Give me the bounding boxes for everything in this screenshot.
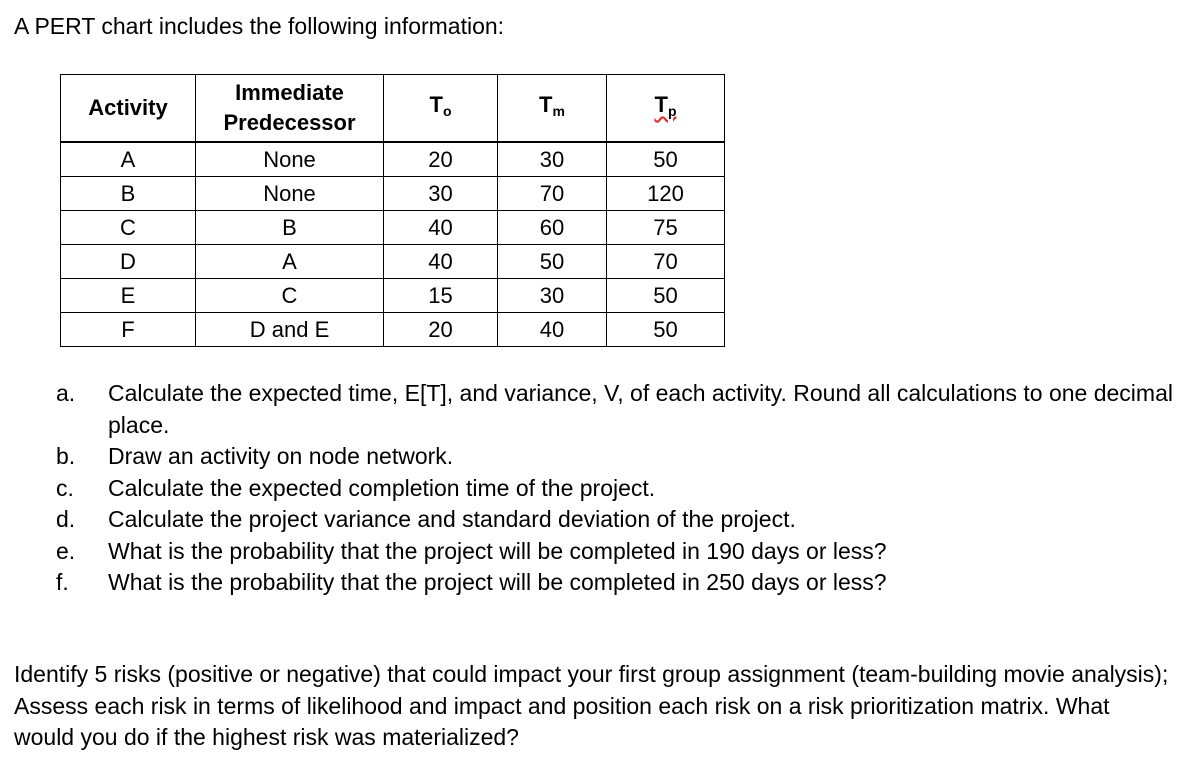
question-item [54,378,1184,441]
header-tm-sub: m [552,103,565,119]
cell-tm: 60 [498,211,607,245]
header-predecessor-line2: Predecessor [223,110,356,135]
table-row [61,245,725,279]
header-tp [607,75,725,143]
table-header-row [61,75,725,143]
question-marker: a. [56,380,76,406]
table-row [61,142,725,177]
table-row [61,177,725,211]
question-marker: b. [56,443,76,469]
cell-to: 30 [384,177,498,211]
header-to-main: T [429,92,443,117]
header-tp-main: T [654,92,668,117]
cell-tm: 70 [498,177,607,211]
table-row [61,313,725,347]
header-tp-symbol [654,90,676,126]
cell-to: 20 [384,142,498,177]
header-activity: Activity [61,75,196,143]
question-marker: d. [56,506,76,532]
header-tm-main: T [539,92,553,117]
cell-activity: B [61,177,196,211]
cell-to: 40 [384,211,498,245]
cell-tm: 40 [498,313,607,347]
cell-activity: D [61,245,196,279]
question-marker: c. [56,474,74,501]
cell-tp: 70 [607,245,725,279]
header-to [384,75,498,143]
cell-tm: 50 [498,245,607,279]
cell-tp: 50 [607,142,725,177]
table-row [61,279,725,313]
cell-predecessor: D and E [196,313,384,347]
question-text: Calculate the expected completion time of the project. [108,474,656,501]
cell-tm: 30 [498,279,607,313]
question-text: What is the probability that the project will be completed in 190 days or less? [108,537,887,564]
cell-predecessor: A [196,245,384,279]
cell-tp: 50 [607,313,725,347]
question-item [54,504,1184,536]
question-text: Calculate the expected time, E[T], and variance, V, of each activity. Round all calculations to one decimal place. [108,380,1173,438]
header-tm [498,75,607,143]
question-marker: f. [56,569,69,595]
cell-predecessor: None [196,142,384,177]
question-marker: e. [56,537,76,564]
question-item [54,473,1184,505]
question-list [54,378,1184,599]
cell-predecessor: C [196,279,384,313]
table-row [61,211,725,245]
intro-heading: A PERT chart includes the following information: [14,13,505,39]
cell-tp: 120 [607,177,725,211]
cell-tm: 30 [498,142,607,177]
cell-tp: 75 [607,211,725,245]
cell-predecessor: None [196,177,384,211]
question-item [54,567,1184,599]
header-to-sub: o [442,103,452,119]
risk-paragraph: Identify 5 risks (positive or negative) that could impact your first group assignment (team-building movie analysis); Assess each risk in terms of likelihood and impact and position each risk on a risk prioritization matrix. What would you do if the highest risk was materialized? [14,661,1169,750]
cell-predecessor: B [196,211,384,245]
header-tp-sub: p [667,103,677,119]
question-item [54,441,1184,473]
cell-activity: A [61,142,196,177]
pert-table [60,74,725,347]
cell-to: 20 [384,313,498,347]
cell-activity: E [61,279,196,313]
cell-activity: F [61,313,196,347]
question-text: What is the probability that the project will be completed in 250 days or less? [108,569,887,595]
question-text: Calculate the project variance and standard deviation of the project. [108,506,796,532]
cell-tp: 50 [607,279,725,313]
cell-to: 15 [384,279,498,313]
question-item [54,536,1184,568]
header-predecessor [196,75,384,143]
header-predecessor-line1: Immediate [235,80,344,105]
cell-to: 40 [384,245,498,279]
cell-activity: C [61,211,196,245]
question-text: Draw an activity on node network. [108,443,454,469]
